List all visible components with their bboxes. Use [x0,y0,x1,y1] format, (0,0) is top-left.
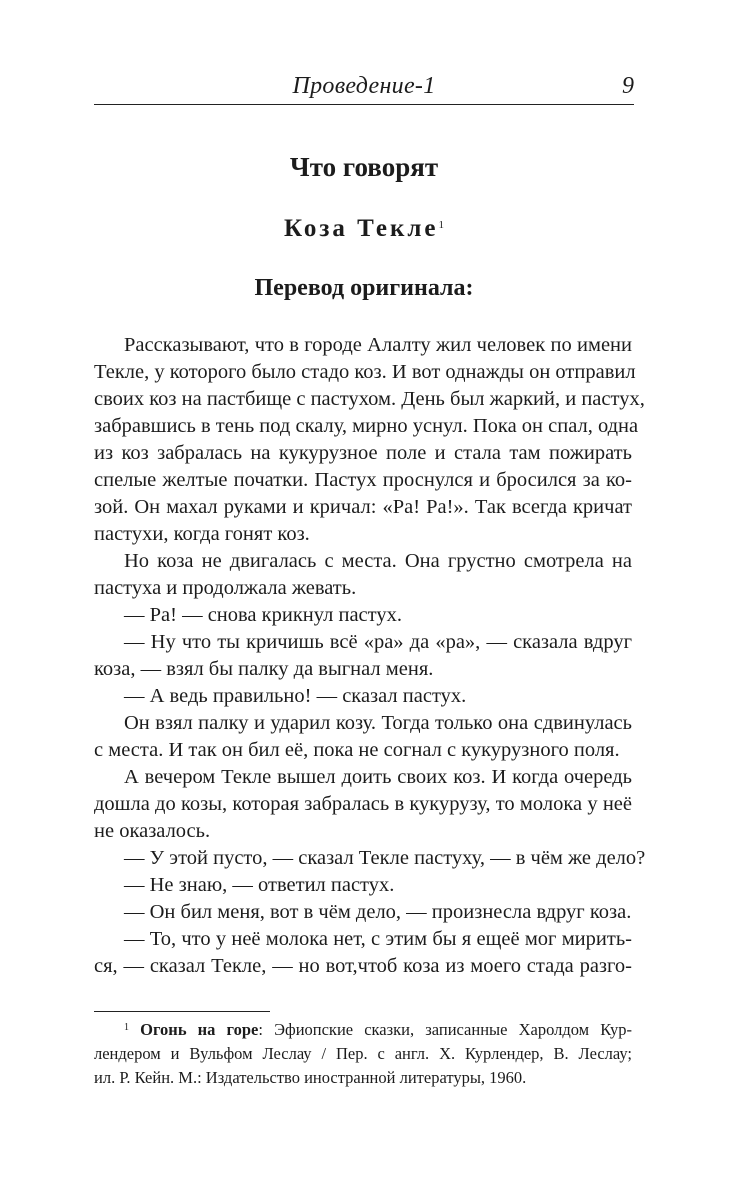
paragraph [94,629,632,683]
text-line: спелые желтые початки. Пастух проснулся и бросился за ко- [94,469,632,491]
footnote-line [94,1018,632,1042]
section-title: Перевод оригинала: [254,275,474,301]
paragraph [94,926,632,980]
footnote-mark: 1 [124,1022,129,1033]
paragraph [94,332,645,548]
text-line: — Не знаю, — ответил пастух. [124,874,395,896]
body-text [94,332,646,980]
story-title-text: Коза Текле [283,215,439,242]
text-line: — Ну что ты кричишь всё «ра» да «ра», — сказала вдруг [124,631,632,653]
page-number: 9 [622,73,634,99]
footnote [94,1018,632,1090]
text-line: — У этой пусто, — сказал Текле пастуху, — в чём же дело? [124,847,646,869]
footnote-source-title: Огонь на горе [140,1020,259,1039]
footnote-line: лендером и Вульфом Леслау / Пер. с англ. Х. Курлендер, В. Леслау; [94,1044,632,1063]
text-line: с места. И так он бил её, пока не согнал с кукурузного поля. [94,739,620,761]
text-line: — Ра! — снова крикнул пастух. [124,604,402,626]
running-title: Проведение-1 [292,73,436,99]
paragraph [94,683,632,710]
text-line: не оказалось. [94,820,211,842]
text-line: А вечером Текле вышел доить своих коз. И когда очередь [124,766,632,788]
text-line: — Он бил меня, вот в чём дело, — произнесла вдруг коза. [124,901,632,923]
paragraph [94,845,646,872]
paragraph [94,602,632,629]
paragraph [94,764,632,845]
text-line: Но коза не двигалась с места. Она грустно смотрела на [124,550,632,572]
text-line: — А ведь правильно! — сказал пастух. [124,685,467,707]
paragraph [94,872,632,899]
paragraph [94,899,632,926]
footnote-reference[interactable]: 1 [438,219,445,231]
paragraph [94,548,632,602]
text-line: из коз забралась на кукурузное поле и стала там пожирать [94,442,632,464]
footnote-line: ил. Р. Кейн. М.: Издательство иностранной литературы, 1960. [94,1068,527,1087]
story-title [94,212,634,246]
text-line: Он взял палку и ударил козу. Тогда только она сдвинулась [124,712,632,734]
text-line: коза, — взял бы палку да выгнал меня. [94,658,434,680]
text-line: зой. Он махал руками и кричал: «Ра! Ра!». Так всегда кричат [94,496,632,518]
chapter-title: Что говорят [289,152,439,182]
text-line: дошла до козы, которая забралась в кукурузу, то молока у неё [94,793,632,815]
text-line: — То, что у неё молока нет, с этим бы я ещеё мог мирить- [124,928,632,950]
footnote-text: : Эфиопские сказки, записанные Харолдом Кур- [258,1020,632,1039]
text-line: ся, — сказал Текле, — но вот,чтоб коза из моего стада разго- [94,955,632,977]
text-line: Текле, у которого было стадо коз. И вот однажды он отправил [94,361,636,383]
text-line: своих коз на пастбище с пастухом. День был жаркий, и пастух, [94,388,645,410]
running-header [94,70,634,105]
text-line: забравшись в тень под скалу, мирно уснул. Пока он спал, одна [94,415,639,437]
text-line: Рассказывают, что в городе Алалту жил человек по имени [124,334,632,356]
paragraph [94,710,632,764]
text-line: пастухи, когда гонят коз. [94,523,310,545]
footnote-divider [94,1011,270,1012]
text-line: пастуха и продолжала жевать. [94,577,357,599]
